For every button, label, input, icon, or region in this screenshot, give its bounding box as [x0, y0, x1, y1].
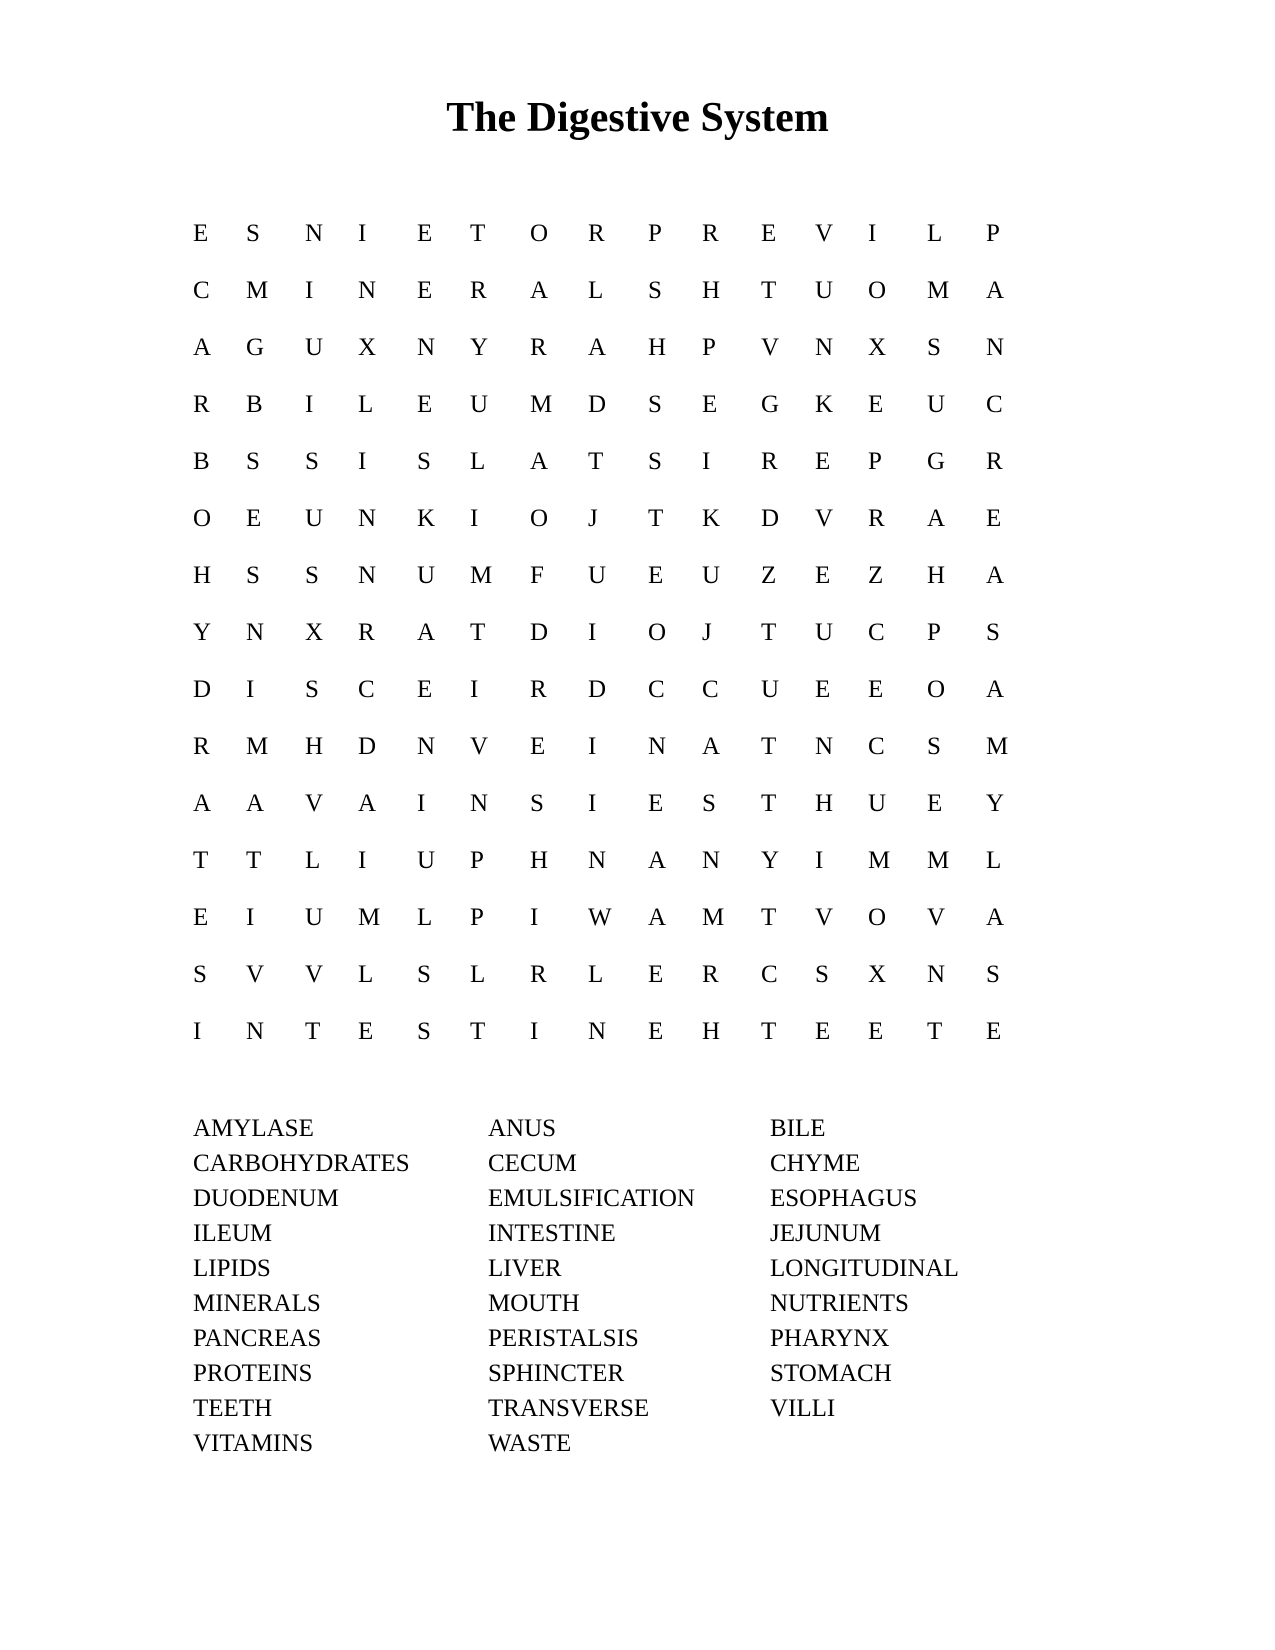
grid-letter: N [815, 334, 834, 361]
grid-letter: I [530, 1018, 539, 1045]
word-item: VITAMINS [193, 1430, 314, 1457]
grid-letter: N [702, 847, 721, 874]
grid-letter: T [470, 619, 486, 646]
grid-letter: A [986, 904, 1005, 931]
word-item: STOMACH [770, 1360, 892, 1387]
grid-letter: S [246, 562, 260, 589]
grid-letter: Y [193, 619, 212, 646]
grid-letter: I [417, 790, 426, 817]
grid-letter: A [986, 562, 1005, 589]
word-item: ANUS [488, 1115, 557, 1142]
grid-letter: B [193, 448, 210, 475]
grid-letter: G [246, 334, 265, 361]
grid-letter: K [702, 505, 721, 532]
grid-letter: A [530, 277, 549, 304]
grid-letter: C [868, 733, 885, 760]
grid-letter: X [868, 334, 887, 361]
word-item: LIVER [488, 1255, 562, 1282]
grid-letter: Y [986, 790, 1005, 817]
grid-letter: P [702, 334, 716, 361]
grid-letter: L [305, 847, 321, 874]
grid-letter: U [588, 562, 607, 589]
grid-letter: A [193, 790, 212, 817]
grid-letter: X [358, 334, 377, 361]
word-item: TRANSVERSE [488, 1395, 650, 1422]
grid-letter: I [358, 448, 367, 475]
grid-letter: T [927, 1018, 943, 1045]
grid-letter: C [193, 277, 210, 304]
grid-letter: A [648, 904, 667, 931]
grid-letter: I [470, 505, 479, 532]
grid-letter: T [305, 1018, 321, 1045]
grid-letter: R [193, 733, 210, 760]
grid-letter: O [530, 505, 549, 532]
grid-letter: E [358, 1018, 374, 1045]
grid-letter: N [246, 619, 265, 646]
grid-letter: R [588, 220, 605, 247]
grid-letter: S [417, 448, 431, 475]
grid-letter: A [246, 790, 265, 817]
grid-letter: E [986, 1018, 1002, 1045]
grid-letter: M [702, 904, 725, 931]
grid-letter: S [193, 961, 207, 988]
grid-letter: E [986, 505, 1002, 532]
grid-letter: S [927, 733, 941, 760]
word-item: BILE [770, 1115, 826, 1142]
grid-letter: N [927, 961, 946, 988]
grid-letter: V [815, 220, 834, 247]
grid-letter: I [305, 391, 314, 418]
grid-letter: R [193, 391, 210, 418]
grid-letter: T [761, 619, 777, 646]
grid-letter: S [986, 961, 1000, 988]
grid-letter: S [246, 220, 260, 247]
grid-letter: I [815, 847, 824, 874]
grid-letter: E [417, 220, 433, 247]
grid-letter: H [530, 847, 549, 874]
grid-letter: A [927, 505, 946, 532]
word-item: CARBOHYDRATES [193, 1150, 410, 1177]
grid-letter: R [530, 961, 547, 988]
grid-letter: T [761, 277, 777, 304]
grid-letter: X [868, 961, 887, 988]
word-item: ESOPHAGUS [770, 1185, 918, 1212]
grid-letter: N [588, 847, 607, 874]
grid-letter: O [868, 277, 887, 304]
grid-letter: H [305, 733, 324, 760]
grid-letter: D [588, 391, 607, 418]
word-list [0, 1111, 1275, 1471]
grid-letter: M [470, 562, 493, 589]
word-item: SPHINCTER [488, 1360, 625, 1387]
grid-letter: L [358, 961, 374, 988]
grid-letter: S [648, 391, 662, 418]
grid-letter: I [588, 733, 597, 760]
grid-letter: R [470, 277, 487, 304]
word-item: INTESTINE [488, 1220, 616, 1247]
grid-letter: I [193, 1018, 202, 1045]
grid-letter: H [927, 562, 946, 589]
grid-letter: V [246, 961, 265, 988]
grid-letter: Z [761, 562, 777, 589]
word-item: NUTRIENTS [770, 1290, 909, 1317]
grid-letter: U [470, 391, 489, 418]
grid-letter: I [358, 847, 367, 874]
page-title: The Digestive System [446, 95, 829, 141]
grid-letter: E [193, 220, 209, 247]
grid-letter: N [588, 1018, 607, 1045]
grid-letter: H [648, 334, 667, 361]
grid-letter: Z [868, 562, 884, 589]
grid-letter: L [986, 847, 1002, 874]
grid-letter: N [815, 733, 834, 760]
grid-letter: W [588, 904, 612, 931]
grid-letter: S [648, 277, 662, 304]
grid-letter: D [193, 676, 212, 703]
grid-letter: T [588, 448, 604, 475]
grid-letter: E [761, 220, 777, 247]
grid-letter: J [702, 619, 712, 646]
grid-letter: H [193, 562, 212, 589]
grid-letter: E [417, 676, 433, 703]
grid-letter: A [358, 790, 377, 817]
grid-letter: E [417, 391, 433, 418]
grid-letter: H [815, 790, 834, 817]
grid-letter: A [193, 334, 212, 361]
grid-letter: U [417, 562, 436, 589]
grid-letter: S [530, 790, 544, 817]
grid-letter: N [305, 220, 324, 247]
grid-letter: V [815, 505, 834, 532]
grid-letter: R [986, 448, 1003, 475]
grid-letter: E [702, 391, 718, 418]
grid-letter: O [648, 619, 667, 646]
grid-letter: A [530, 448, 549, 475]
grid-letter: D [358, 733, 377, 760]
grid-letter: M [246, 277, 269, 304]
word-column [488, 1111, 695, 1461]
grid-letter: S [986, 619, 1000, 646]
grid-letter: R [530, 334, 547, 361]
grid-letter: V [470, 733, 489, 760]
grid-letter: D [761, 505, 780, 532]
word-item: AMYLASE [193, 1115, 314, 1142]
grid-letter: E [868, 391, 884, 418]
grid-letter: L [470, 961, 486, 988]
grid-letter: C [868, 619, 885, 646]
grid-letter: E [648, 790, 664, 817]
word-item: LIPIDS [193, 1255, 271, 1282]
grid-letter: U [815, 277, 834, 304]
grid-letter: A [702, 733, 721, 760]
grid-letter: I [588, 790, 597, 817]
grid-letter: U [761, 676, 780, 703]
grid-letter: N [358, 277, 377, 304]
word-item: ILEUM [193, 1220, 273, 1247]
grid-letter: C [702, 676, 719, 703]
grid-letter: R [702, 961, 719, 988]
grid-letter: N [648, 733, 667, 760]
grid-letter: A [986, 676, 1005, 703]
grid-letter: A [417, 619, 436, 646]
grid-letter: U [868, 790, 887, 817]
grid-letter: I [588, 619, 597, 646]
grid-letter: R [761, 448, 778, 475]
word-item: PERISTALSIS [488, 1325, 639, 1352]
word-column [770, 1111, 959, 1426]
grid-letter: O [868, 904, 887, 931]
grid-letter: P [470, 847, 484, 874]
grid-letter: D [588, 676, 607, 703]
grid-letter: V [815, 904, 834, 931]
grid-letter: I [305, 277, 314, 304]
grid-letter: E [417, 277, 433, 304]
word-item: CHYME [770, 1150, 861, 1177]
grid-letter: Y [470, 334, 489, 361]
grid-letter: E [815, 448, 831, 475]
grid-letter: S [305, 448, 319, 475]
grid-letter: A [648, 847, 667, 874]
grid-letter: J [588, 505, 598, 532]
word-item: PHARYNX [770, 1325, 890, 1352]
grid-letter: T [470, 1018, 486, 1045]
grid-letter: U [305, 505, 324, 532]
grid-letter: E [815, 676, 831, 703]
grid-letter: U [927, 391, 946, 418]
grid-letter: V [305, 961, 324, 988]
word-item: PROTEINS [193, 1360, 313, 1387]
grid-letter: C [761, 961, 778, 988]
grid-letter: L [927, 220, 943, 247]
grid-letter: N [470, 790, 489, 817]
grid-letter: K [815, 391, 834, 418]
word-item: CECUM [488, 1150, 577, 1177]
grid-letter: M [927, 847, 950, 874]
grid-letter: U [417, 847, 436, 874]
grid-letter: S [305, 676, 319, 703]
grid-letter: T [648, 505, 664, 532]
grid-letter: E [868, 676, 884, 703]
grid-letter: M [868, 847, 891, 874]
grid-letter: N [986, 334, 1005, 361]
word-column [193, 1111, 410, 1461]
grid-letter: P [648, 220, 662, 247]
grid-letter: S [417, 961, 431, 988]
grid-letter: I [868, 220, 877, 247]
grid-letter: T [761, 790, 777, 817]
grid-letter: S [305, 562, 319, 589]
grid-letter: S [246, 448, 260, 475]
grid-letter: L [470, 448, 486, 475]
grid-letter: B [246, 391, 263, 418]
grid-letter: G [761, 391, 780, 418]
grid-letter: I [530, 904, 539, 931]
grid-letter: T [193, 847, 209, 874]
grid-letter: U [702, 562, 721, 589]
grid-letter: H [702, 1018, 721, 1045]
grid-letter: D [530, 619, 549, 646]
grid-letter: R [868, 505, 885, 532]
grid-letter: P [927, 619, 941, 646]
grid-letter: P [868, 448, 882, 475]
word-item: MINERALS [193, 1290, 321, 1317]
grid-letter: C [986, 391, 1003, 418]
grid-letter: M [246, 733, 269, 760]
word-item: VILLI [770, 1395, 836, 1422]
word-item: LONGITUDINAL [770, 1255, 959, 1282]
grid-letter: E [815, 562, 831, 589]
grid-letter: S [702, 790, 716, 817]
word-item: PANCREAS [193, 1325, 322, 1352]
grid-letter: T [470, 220, 486, 247]
grid-letter: L [588, 277, 604, 304]
grid-letter: R [702, 220, 719, 247]
grid-letter: N [358, 505, 377, 532]
grid-letter: S [417, 1018, 431, 1045]
word-item: TEETH [193, 1395, 273, 1422]
grid-letter: O [193, 505, 212, 532]
grid-letter: E [648, 961, 664, 988]
word-item: EMULSIFICATION [488, 1185, 695, 1212]
grid-letter: P [470, 904, 484, 931]
grid-letter: N [246, 1018, 265, 1045]
grid-letter: V [927, 904, 946, 931]
grid-letter: G [927, 448, 946, 475]
word-item: JEJUNUM [770, 1220, 882, 1247]
grid-letter: M [358, 904, 381, 931]
grid-letter: K [417, 505, 436, 532]
grid-letter: C [648, 676, 665, 703]
grid-letter: I [246, 676, 255, 703]
grid-letter: E [648, 562, 664, 589]
grid-letter: S [648, 448, 662, 475]
grid-letter: S [927, 334, 941, 361]
word-item: DUODENUM [193, 1185, 339, 1212]
grid-letter: U [305, 904, 324, 931]
grid-letter: P [986, 220, 1000, 247]
grid-letter: C [358, 676, 375, 703]
grid-letter: R [530, 676, 547, 703]
grid-letter: M [530, 391, 553, 418]
grid-letter: E [246, 505, 262, 532]
grid-letter: T [761, 733, 777, 760]
grid-letter: E [815, 1018, 831, 1045]
grid-letter: E [193, 904, 209, 931]
grid-letter: T [246, 847, 262, 874]
grid-letter: E [927, 790, 943, 817]
grid-letter: U [815, 619, 834, 646]
grid-letter: A [588, 334, 607, 361]
word-item: WASTE [488, 1430, 572, 1457]
grid-letter: O [530, 220, 549, 247]
grid-letter: V [305, 790, 324, 817]
grid-letter: N [417, 733, 436, 760]
grid-letter: H [702, 277, 721, 304]
grid-letter: I [246, 904, 255, 931]
grid-letter: L [417, 904, 433, 931]
grid-letter: T [761, 1018, 777, 1045]
grid-letter: F [530, 562, 544, 589]
grid-letter: M [986, 733, 1009, 760]
grid-letter: E [648, 1018, 664, 1045]
grid-letter: A [986, 277, 1005, 304]
grid-letter: X [305, 619, 324, 646]
grid-letter: R [358, 619, 375, 646]
grid-letter: S [815, 961, 829, 988]
word-item: MOUTH [488, 1290, 580, 1317]
grid-letter: T [761, 904, 777, 931]
grid-letter: U [305, 334, 324, 361]
grid-letter: N [358, 562, 377, 589]
grid-letter: I [358, 220, 367, 247]
grid-letter: I [702, 448, 711, 475]
grid-letter: Y [761, 847, 780, 874]
grid-letter: I [470, 676, 479, 703]
grid-letter: E [530, 733, 546, 760]
grid-letter: L [358, 391, 374, 418]
grid-letter: M [927, 277, 950, 304]
grid-letter: N [417, 334, 436, 361]
grid-letter: L [588, 961, 604, 988]
grid-letter: V [761, 334, 780, 361]
grid-letter: E [868, 1018, 884, 1045]
grid-letter: O [927, 676, 946, 703]
